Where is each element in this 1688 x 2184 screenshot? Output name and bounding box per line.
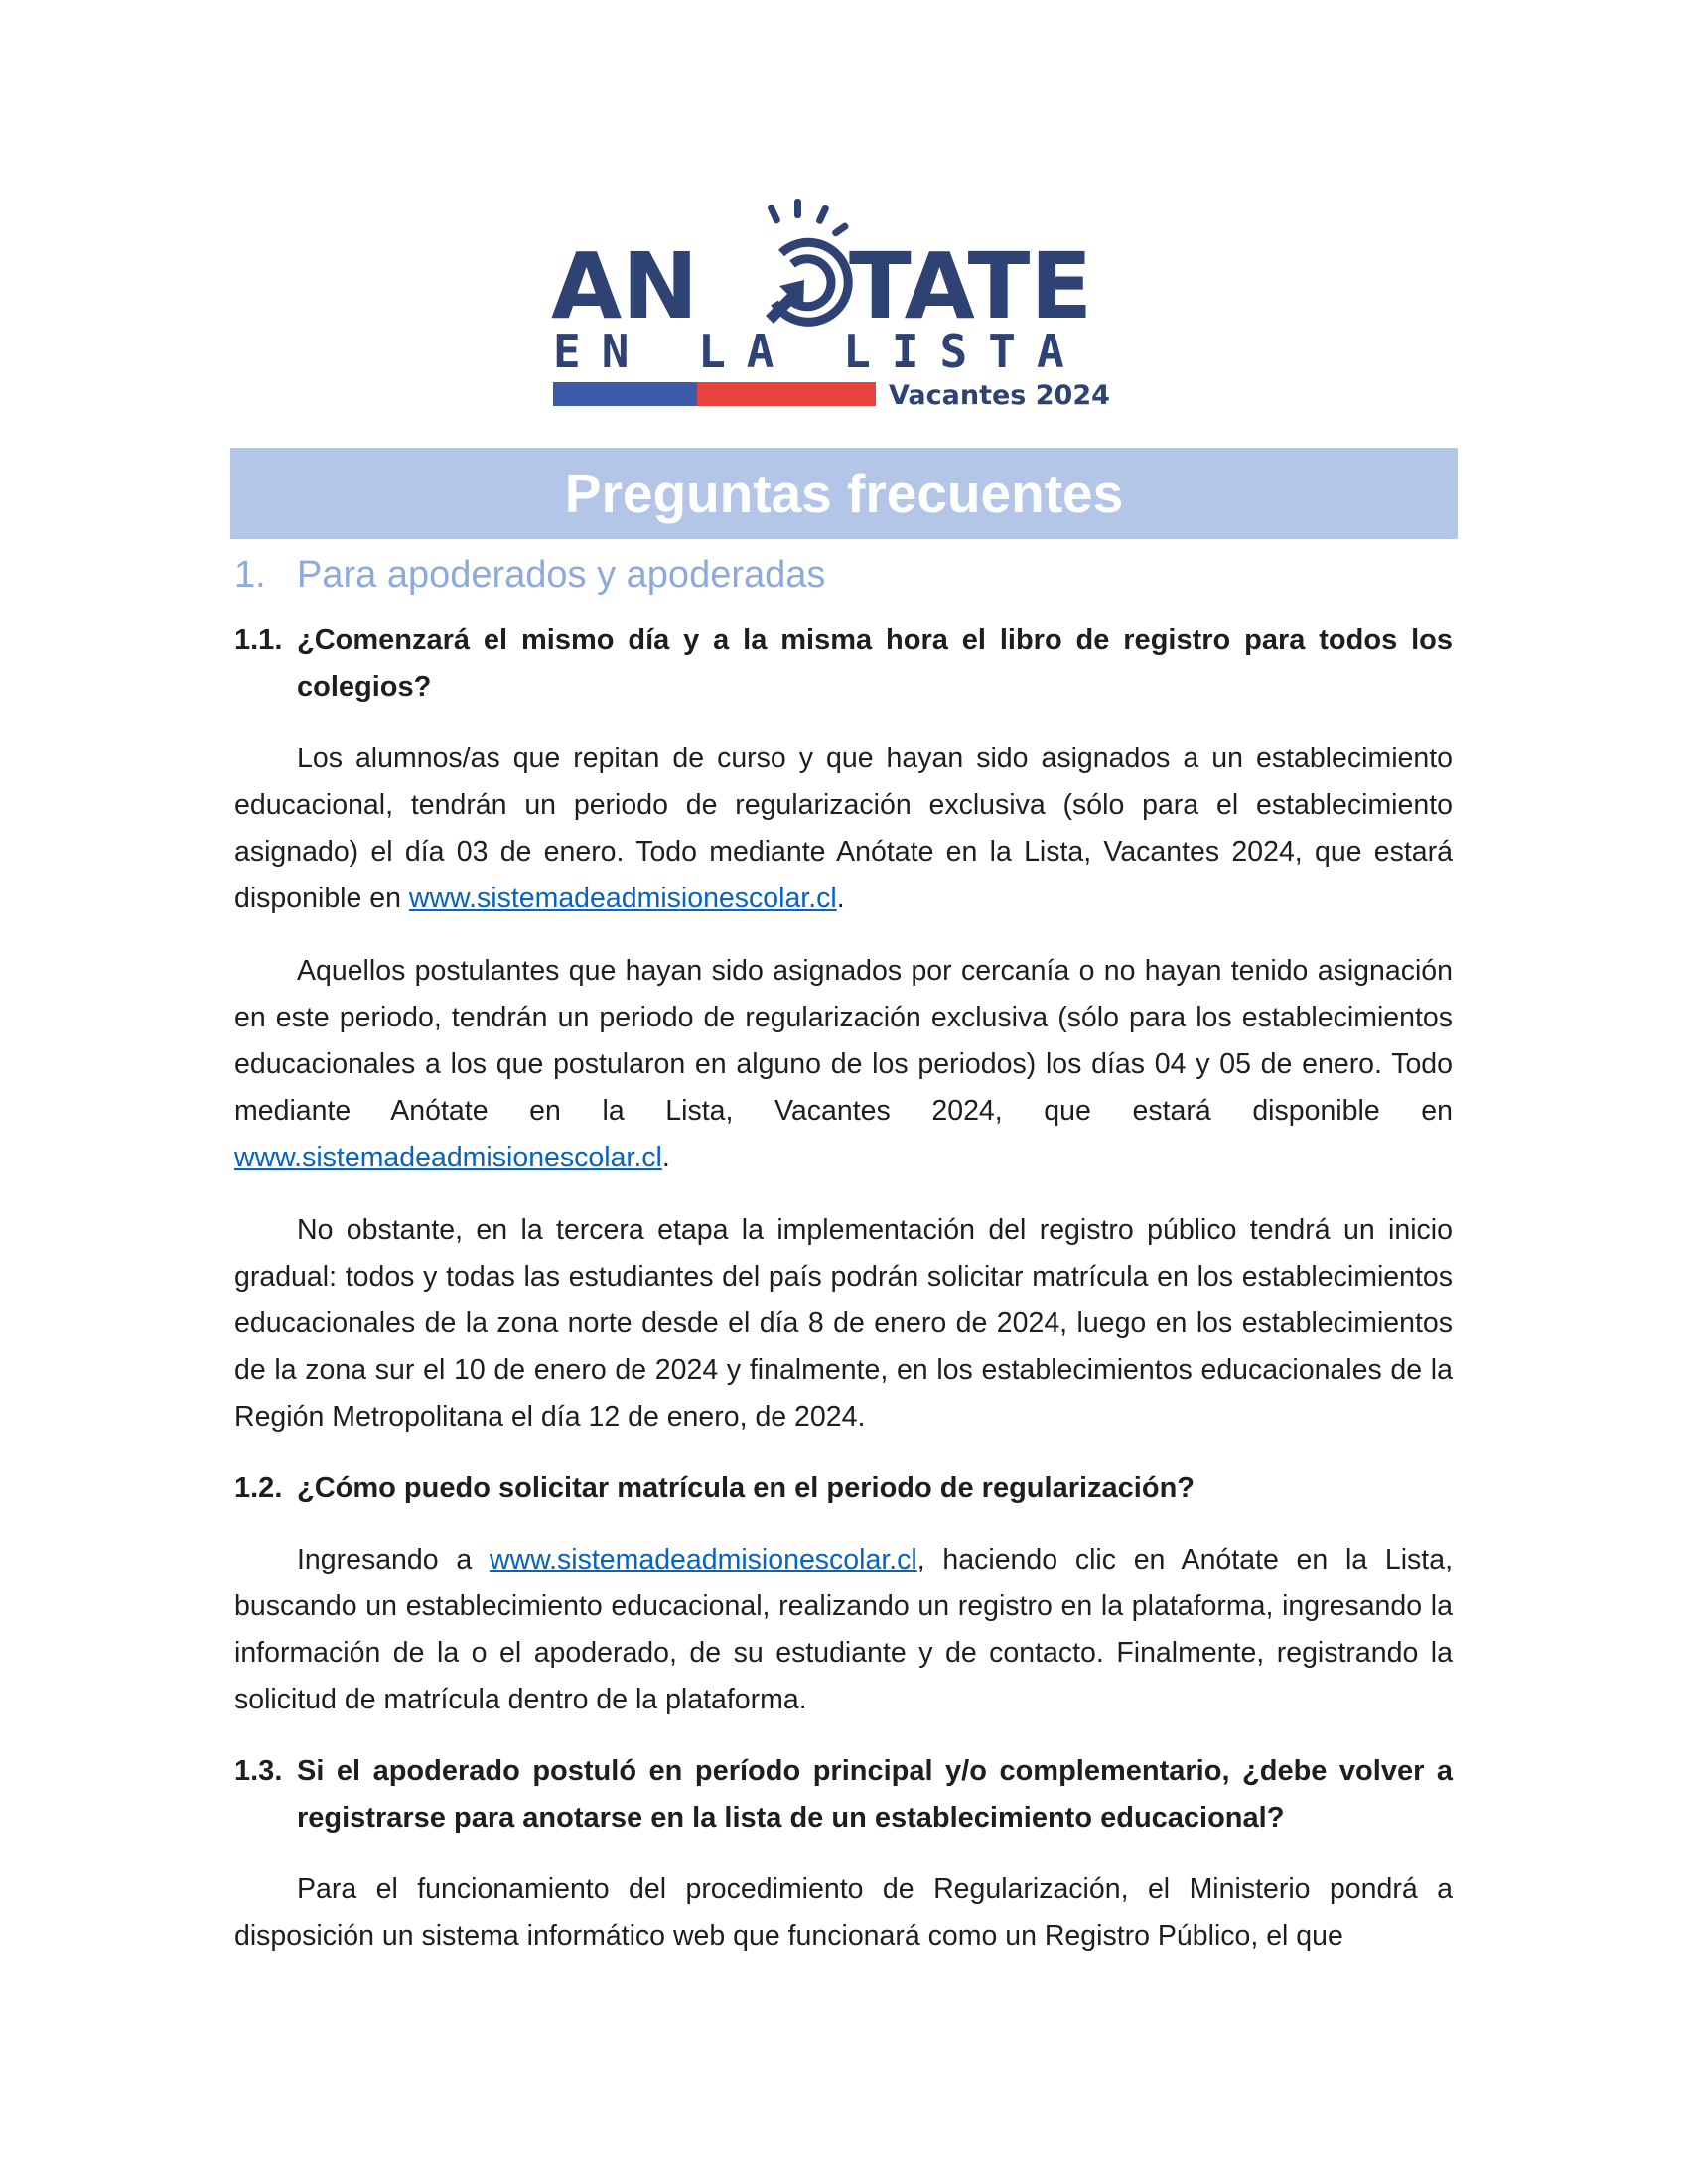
question-1-2 [234, 1465, 1453, 1512]
answer-text: . [836, 883, 845, 914]
question-1-1 [234, 617, 1453, 711]
answer-paragraph [234, 948, 1453, 1181]
sae-link[interactable]: www.sistemadeadmisionescolar.cl [234, 1142, 662, 1173]
section-number: 1. [234, 553, 266, 596]
question-number: 1.3. [234, 1755, 283, 1787]
question-1-3 [234, 1748, 1453, 1842]
answer-text: , haciendo clic en Anótate en la Lista, buscando un establecimiento educacional, realizando un registro en la plataforma, ingresando la información de la o el apoderado, de su estudiante y de contacto. Finalmente, registrando la solicitud de matrícula dentro de la plataforma. [234, 1544, 1453, 1715]
page-title: Preguntas frecuentes [564, 463, 1124, 524]
answer-text: Aquellos postulantes que hayan sido asignados por cercanía o no hayan tenido asignación en este periodo, tendrán un periodo de regularización exclusiva (sólo para los establecimientos educacionales a los que postularon en alguno de los periodos) los días 04 y 05 de enero. Todo mediante Anótate en la Lista, Vacantes 2024, que estará disponible en [234, 955, 1453, 1127]
answer-text: Los alumnos/as que repitan de curso y que hayan sido asignados a un establecimiento educacional, tendrán un periodo de regularización exclusiva (sólo para el establecimiento asignado) el día 03 de enero. Todo mediante Anótate en la Lista, Vacantes 2024, que estará disponible en [234, 743, 1453, 914]
title-banner [230, 448, 1458, 539]
section-heading [234, 544, 1453, 606]
logo-subtitle: Vacantes 2024 [889, 380, 1110, 411]
answer-text: . [661, 1142, 670, 1173]
section-title: Para apoderados y apoderadas [297, 553, 826, 596]
question-text: ¿Comenzará el mismo día y a la misma hora el libro de registro para todos los colegios? [297, 624, 1453, 703]
question-number: 1.2. [234, 1472, 283, 1504]
question-text: Si el apoderado postuló en período principal y/o complementario, ¿debe volver a registrarse para anotarse en la lista de un establecimiento educacional? [297, 1755, 1453, 1834]
answer-paragraph [234, 1537, 1453, 1723]
question-number: 1.1. [234, 624, 283, 656]
sae-link[interactable]: www.sistemadeadmisionescolar.cl [489, 1544, 917, 1575]
logo-blue-bar [553, 382, 697, 406]
question-text: ¿Cómo puedo solicitar matrícula en el periodo de regularización? [297, 1472, 1195, 1504]
logo-text-tate: TATE [849, 233, 1093, 340]
logo-text-en-la-lista: EN LA LISTA [553, 325, 1085, 378]
answer-paragraph: Para el funcionamiento del procedimiento de Regularización, el Ministerio pondrá a disposición un sistema informático web que funcionará como un Registro Público, el que [234, 1873, 1453, 1952]
answer-paragraph [234, 736, 1453, 922]
answer-paragraph: No obstante, en la tercera etapa la implementación del registro público tendrá un inicio gradual: todos y todas las estudiantes del país podrán solicitar matrícula en los establecimientos educacionales de la zona norte desde el día 8 de enero de 2024, luego en los establecimientos de la zona sur el 10 de enero de 2024 y finalmente, en los establecimientos educacionales de la Región Metropolitana el día 12 de enero, de 2024. [234, 1214, 1453, 1433]
anotate-logo [551, 199, 1137, 412]
sun-rays-icon [767, 199, 850, 237]
faq-content [234, 544, 1453, 1960]
answer-text: Ingresando a [297, 1544, 490, 1575]
logo-text-an: AN [551, 233, 699, 340]
logo-red-bar [697, 382, 876, 406]
sae-link[interactable]: www.sistemadeadmisionescolar.cl [408, 883, 837, 914]
